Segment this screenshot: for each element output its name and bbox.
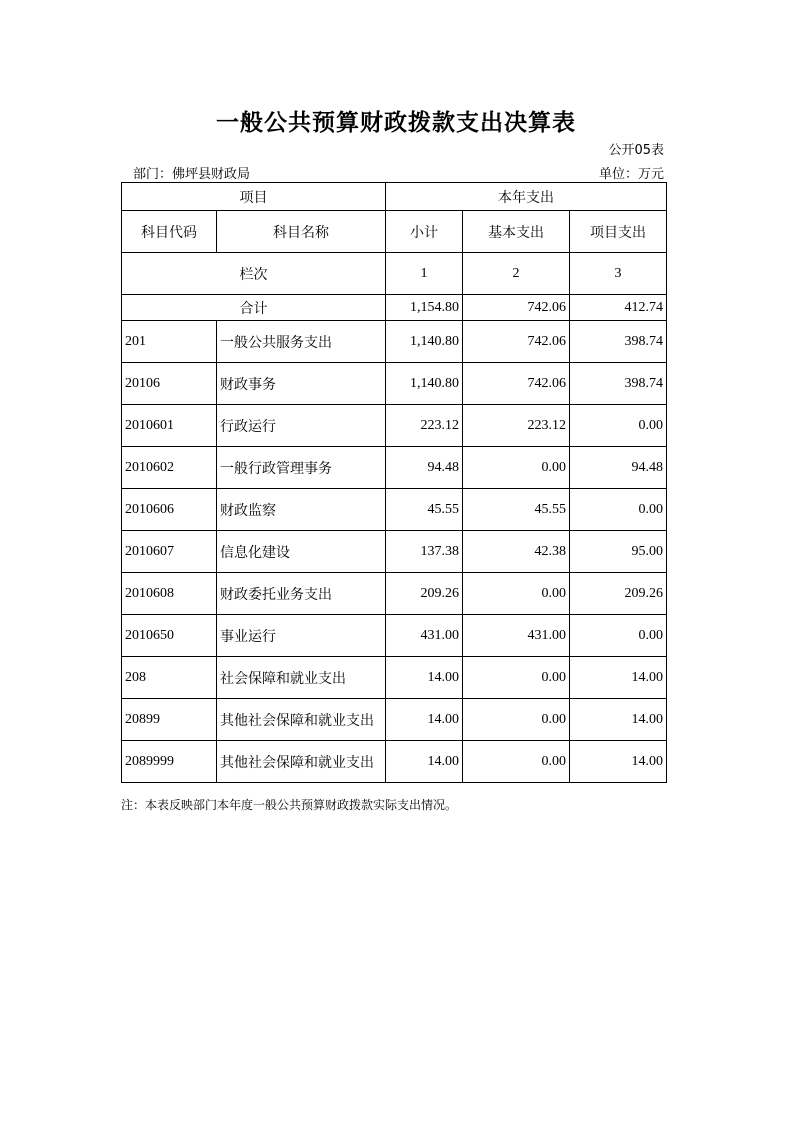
row-subtotal: 14.00: [386, 741, 463, 783]
row-subtotal: 209.26: [386, 573, 463, 615]
row-subtotal: 1,140.80: [386, 363, 463, 405]
row-code: 2010650: [122, 615, 217, 657]
row-code: 2010606: [122, 489, 217, 531]
row-project: 398.74: [570, 321, 667, 363]
row-basic: 0.00: [463, 657, 570, 699]
row-project: 398.74: [570, 363, 667, 405]
row-project: 14.00: [570, 699, 667, 741]
row-project: 209.26: [570, 573, 667, 615]
row-basic: 0.00: [463, 699, 570, 741]
row-code: 201: [122, 321, 217, 363]
row-subtotal: 94.48: [386, 447, 463, 489]
row-basic: 0.00: [463, 573, 570, 615]
header-code: 科目代码: [122, 211, 217, 253]
total-project: 412.74: [570, 295, 667, 321]
row-name: 一般公共服务支出: [217, 321, 386, 363]
column-index-3: 3: [570, 253, 667, 295]
row-basic: 742.06: [463, 321, 570, 363]
page-title: 一般公共预算财政拨款支出决算表: [216, 110, 576, 136]
row-basic: 742.06: [463, 363, 570, 405]
row-basic: 223.12: [463, 405, 570, 447]
total-label: 合计: [122, 295, 386, 321]
row-name: 其他社会保障和就业支出: [217, 741, 386, 783]
row-project: 94.48: [570, 447, 667, 489]
header-subtotal: 小计: [386, 211, 463, 253]
table-body: [122, 183, 667, 783]
row-project: 0.00: [570, 489, 667, 531]
row-name: 事业运行: [217, 615, 386, 657]
header-basic: 基本支出: [463, 211, 570, 253]
row-name: 财政事务: [217, 363, 386, 405]
table-row: [122, 489, 667, 531]
header-name: 科目名称: [217, 211, 386, 253]
row-name: 行政运行: [217, 405, 386, 447]
row-subtotal: 14.00: [386, 657, 463, 699]
table-row: [122, 573, 667, 615]
row-code: 2089999: [122, 741, 217, 783]
header-row-2: [122, 211, 667, 253]
table-row: [122, 699, 667, 741]
header-project-exp: 项目支出: [570, 211, 667, 253]
table-row: [122, 405, 667, 447]
unit-label: 单位：万元: [598, 167, 664, 182]
header-current-year: 本年支出: [386, 183, 667, 211]
header-row-index: [122, 253, 667, 295]
row-subtotal: 223.12: [386, 405, 463, 447]
row-subtotal: 45.55: [386, 489, 463, 531]
row-name: 信息化建设: [217, 531, 386, 573]
row-code: 2010601: [122, 405, 217, 447]
header-project: 项目: [122, 183, 386, 211]
row-project: 0.00: [570, 405, 667, 447]
row-subtotal: 14.00: [386, 699, 463, 741]
row-name: 其他社会保障和就业支出: [217, 699, 386, 741]
row-code: 20899: [122, 699, 217, 741]
row-basic: 42.38: [463, 531, 570, 573]
table-row: [122, 321, 667, 363]
row-basic: 45.55: [463, 489, 570, 531]
form-code: 公开05表: [608, 143, 664, 158]
table-row: [122, 657, 667, 699]
row-project: 14.00: [570, 741, 667, 783]
column-index-label: 栏次: [122, 253, 386, 295]
total-row: [122, 295, 667, 321]
row-name: 财政委托业务支出: [217, 573, 386, 615]
header-row-1: [122, 183, 667, 211]
table-row: [122, 447, 667, 489]
row-basic: 431.00: [463, 615, 570, 657]
table-row: [122, 363, 667, 405]
row-code: 2010602: [122, 447, 217, 489]
table-row: [122, 531, 667, 573]
row-project: 95.00: [570, 531, 667, 573]
row-code: 2010607: [122, 531, 217, 573]
row-code: 208: [122, 657, 217, 699]
row-subtotal: 137.38: [386, 531, 463, 573]
table-row: [122, 615, 667, 657]
column-index-1: 1: [386, 253, 463, 295]
row-basic: 0.00: [463, 741, 570, 783]
row-name: 一般行政管理事务: [217, 447, 386, 489]
row-name: 社会保障和就业支出: [217, 657, 386, 699]
footnote: 注：本表反映部门本年度一般公共预算财政拨款实际支出情况。: [121, 798, 458, 812]
table-row: [122, 741, 667, 783]
row-name: 财政监察: [217, 489, 386, 531]
row-subtotal: 431.00: [386, 615, 463, 657]
row-code: 2010608: [122, 573, 217, 615]
row-code: 20106: [122, 363, 217, 405]
expenditure-table: [121, 182, 667, 783]
row-project: 14.00: [570, 657, 667, 699]
column-index-2: 2: [463, 253, 570, 295]
row-subtotal: 1,140.80: [386, 321, 463, 363]
row-project: 0.00: [570, 615, 667, 657]
row-basic: 0.00: [463, 447, 570, 489]
total-basic: 742.06: [463, 295, 570, 321]
total-subtotal: 1,154.80: [386, 295, 463, 321]
department-label: 部门：佛坪县财政局: [133, 167, 251, 182]
